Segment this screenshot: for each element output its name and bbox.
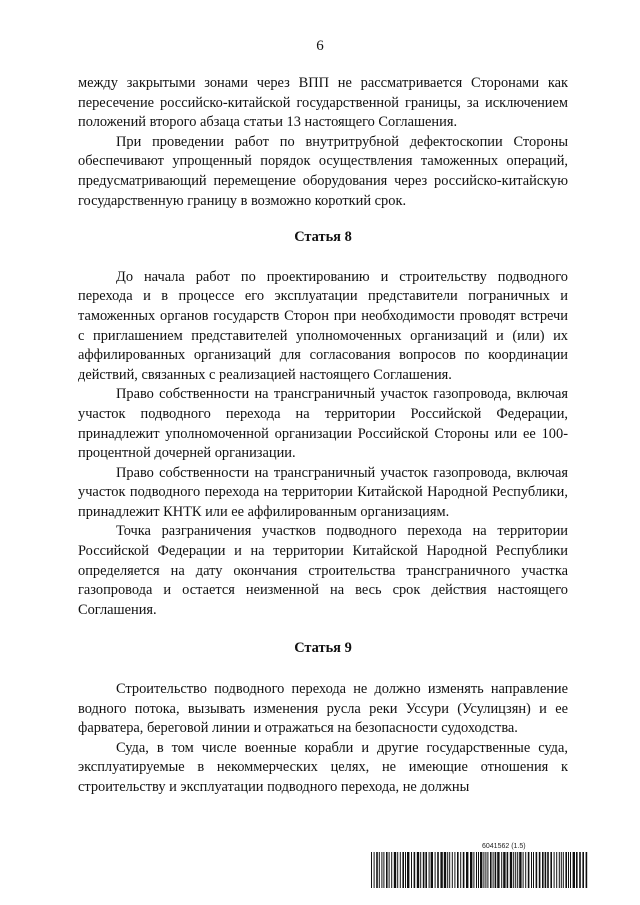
document-body: [78, 74, 568, 798]
document-barcode-block: [370, 842, 590, 892]
paragraph-ownership-china: Право собственности на трансграничный участок газопровода, включая участок подводного перехода на территории Китайской Народной Республики, принадлежит КНТК или ее аффилированным организациям.: [78, 464, 568, 520]
paragraph-meetings: До начала работ по проектированию и строительству подводного перехода и в процессе его эксплуатации представители пограничных и таможенных органов государств Сторон при необходимости проводят встречи с приглашением представителей уполномоченных организаций и (или) их аффилированных организаций для согласования вопросов по координации действий, связанных с реализацией настоящего Соглашения.: [78, 268, 568, 383]
barcode-number: 6041562 (1.5): [482, 843, 526, 850]
paragraph-construction: Строительство подводного перехода не должно изменять направление водного потока, вызывать изменения русла реки Уссури (Усулицзян) и ее фарватера, береговой линии и отражаться на безопасности судоходства.: [78, 681, 568, 737]
barcode-image: [370, 852, 590, 888]
paragraph-ownership-russia: Право собственности на трансграничный участок газопровода, включая участок подводного перехода на территории Российской Федерации, принадлежит уполномоченной организации Российской Стороны или ее 100-процентной дочерней организации.: [78, 386, 568, 462]
article-9-heading: Статья 9: [294, 640, 352, 657]
paragraph-vessels: Суда, в том числе военные корабли и другие государственные суда, эксплуатируемые в некоммерческих целях, не имеющие отношения к строительству и эксплуатации подводного перехода, не должны: [78, 739, 568, 795]
paragraph-demarcation-point: Точка разграничения участков подводного перехода на территории Российской Федерации и на территории Китайской Народной Республики определяется на дату окончания строительства трансграничного участка газопровода и остается неизменной на весь срок действия настоящего Соглашения.: [78, 523, 568, 618]
paragraph-continuation: между закрытыми зонами через ВПП не рассматривается Сторонами как пересечение российско-китайской государственной границы, за исключением положений второго абзаца статьи 13 настоящего Соглашения.: [78, 75, 568, 131]
page-number: 6: [316, 38, 324, 54]
article-8-heading: Статья 8: [294, 229, 352, 246]
paragraph-inspection: При проведении работ по внутритрубной дефектоскопии Стороны обеспечивают упрощенный порядок осуществления таможенных операций, предусматривающий перемещение оборудования через российско-китайскую государственную границу в возможно короткий срок.: [78, 133, 568, 209]
